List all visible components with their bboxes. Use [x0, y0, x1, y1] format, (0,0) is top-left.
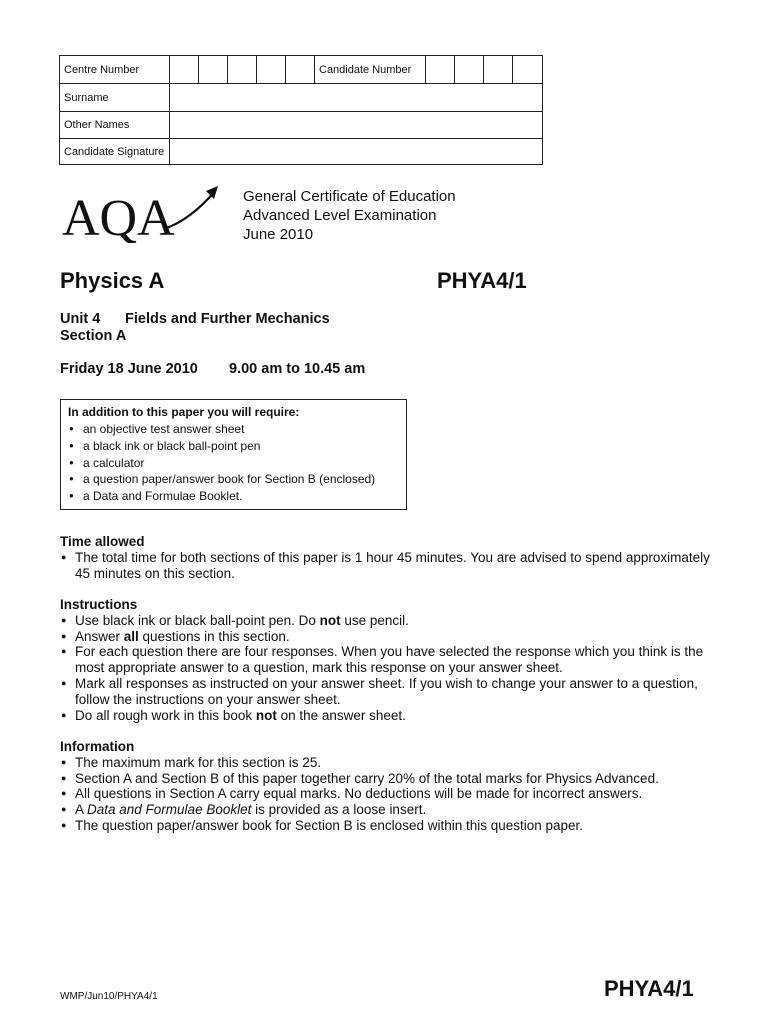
centre-number-box[interactable] [199, 56, 228, 83]
candidate-number-box[interactable] [426, 56, 455, 83]
instructions-heading: Instructions [60, 597, 138, 612]
surname-label: Surname [60, 84, 170, 111]
section-label: Section A [60, 328, 127, 344]
list-item: ● Mark all responses as instructed on your answer sheet. If you wish to change your answer to a question, follow the instructions on your answer sheet. [60, 676, 720, 708]
list-item: ● The maximum mark for this section is 25. [60, 755, 720, 771]
list-item: ● All questions in Section A carry equal marks. No deductions will be made for incorrect answers. [60, 786, 720, 802]
list-item: ● For each question there are four responses. When you have selected the response which you think is the most appropriate answer to a question, mark this response on your answer sheet. [60, 644, 720, 676]
list-item: ● a question paper/answer book for Section B (enclosed) [68, 471, 399, 488]
row-signature [60, 139, 542, 164]
signature-label: Candidate Signature [60, 139, 170, 164]
candidate-number-box[interactable] [455, 56, 484, 83]
unit-number: Unit 4 [60, 311, 101, 327]
aqa-logo-text: AQA [62, 190, 175, 243]
other-names-label: Other Names [60, 112, 170, 138]
list-item: ● Use black ink or black ball-point pen. Do not use pencil. [60, 613, 720, 629]
list-item: ● an objective test answer sheet [68, 421, 399, 438]
candidate-number-boxes[interactable] [426, 56, 542, 83]
requirements-list [68, 421, 399, 505]
candidate-number-box[interactable] [484, 56, 513, 83]
information-heading: Information [60, 739, 135, 754]
candidate-number-box[interactable] [513, 56, 542, 83]
row-other-names [60, 112, 542, 139]
list-item: ● a black ink or black ball-point pen [68, 438, 399, 455]
instructions-section [60, 597, 720, 723]
time-allowed-heading: Time allowed [60, 534, 145, 549]
row-centre-candidate-number [60, 56, 542, 84]
other-names-field[interactable] [170, 112, 542, 138]
candidate-number-label: Candidate Number [315, 56, 426, 83]
paper-code: PHYA4/1 [437, 268, 527, 293]
time-allowed-section [60, 534, 720, 581]
centre-number-box[interactable] [257, 56, 286, 83]
footer-paper-code: PHYA4/1 [604, 976, 694, 1001]
requirements-box [60, 399, 407, 510]
centre-number-boxes[interactable] [170, 56, 315, 83]
list-item: ● Section A and Section B of this paper together carry 20% of the total marks for Physics Advanced. [60, 771, 720, 787]
exam-line-1: General Certificate of Education [243, 188, 456, 205]
list-item: ● Do all rough work in this book not on the answer sheet. [60, 708, 720, 724]
unit-title: Fields and Further Mechanics [125, 311, 330, 327]
centre-number-box[interactable] [286, 56, 315, 83]
exam-header [243, 187, 456, 244]
list-item: ● a calculator [68, 455, 399, 472]
row-surname [60, 84, 542, 112]
signature-field[interactable] [170, 139, 542, 164]
list-item: ● A Data and Formulae Booklet is provided as a loose insert. [60, 802, 720, 818]
exam-line-3: June 2010 [243, 226, 314, 243]
centre-number-box[interactable] [228, 56, 257, 83]
exam-line-2: Advanced Level Examination [243, 207, 437, 224]
centre-number-label: Centre Number [60, 56, 170, 83]
list-item: ● a Data and Formulae Booklet. [68, 488, 399, 505]
requirements-heading: In addition to this paper you will require: [68, 405, 300, 419]
centre-number-box[interactable] [170, 56, 199, 83]
exam-time: 9.00 am to 10.45 am [229, 361, 366, 377]
exam-date: Friday 18 June 2010 [60, 361, 198, 377]
surname-field[interactable] [170, 84, 542, 111]
aqa-logo [60, 183, 225, 243]
subject-title: Physics A [60, 268, 165, 293]
footer-reference: WMP/Jun10/PHYA4/1 [60, 991, 158, 1002]
list-item: ● The question paper/answer book for Section B is enclosed within this question paper. [60, 818, 720, 834]
candidate-details-table [59, 55, 543, 165]
list-item: ● The total time for both sections of this paper is 1 hour 45 minutes. You are advised to spend approximately 45 minutes on this section. [60, 550, 720, 582]
information-section [60, 739, 720, 834]
list-item: ● Answer all questions in this section. [60, 629, 720, 645]
